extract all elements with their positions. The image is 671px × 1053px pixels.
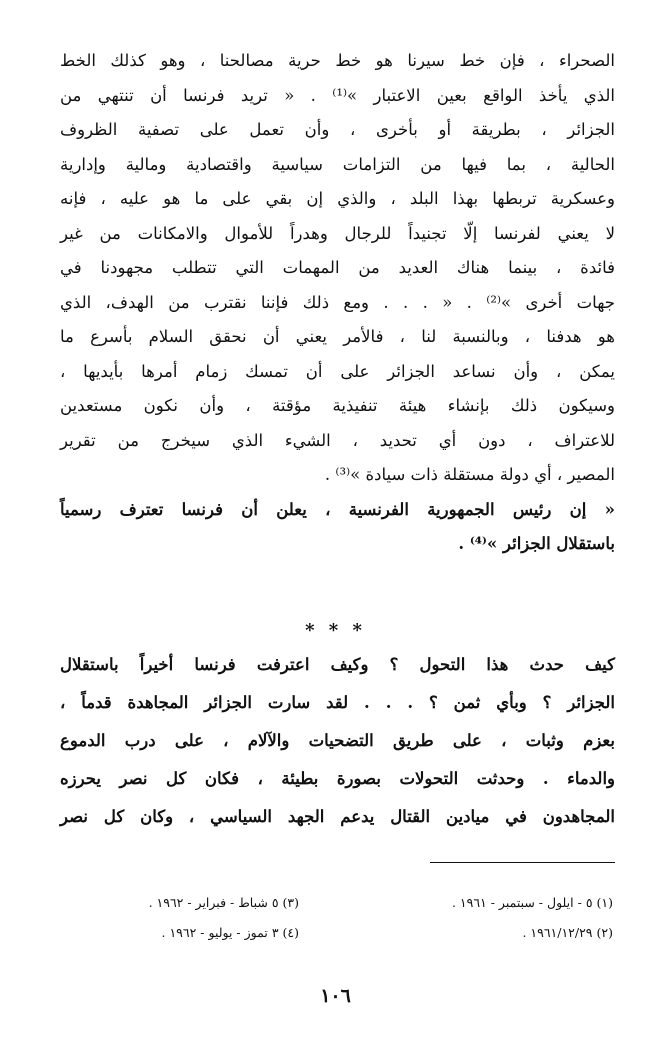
text-line: الجزائر ، بطريقة أو بأخرى ، وأن تعمل على تصفية الظروف [60,120,615,139]
text-line: يمكن ، وأن نساعد الجزائر على أن تمسك زمام أمرها بأيديها ، [60,361,615,381]
text-line: فائدة ، بينما هناك العديد من المهمات التي تتطلب مجهودنا في [60,258,615,277]
text-line: الصحراء ، فإن خط سيرنا هو خط حرية مصالحنا ، وهو كذلك الخط [60,51,615,70]
text-line: الذي يأخذ الواقع بعين الاعتبار »⁽¹⁾ . « تريد فرنسا أن تنتهي من [60,85,615,105]
section-separator: * * * [305,620,366,641]
text-line: وسيكون ذلك بإنشاء هيئة تنفيذية مؤقتة ، وأن نكون مستعدين [60,396,615,415]
footnote-1: (١) ٥ - ايلول - سبتمبر - ١٩٦١ . [451,895,613,910]
text-line: هو هدفنا ، وبالنسبة لنا ، فالأمر يعني أن نحقق السلام بأسرع ما [60,327,615,346]
footnote-3: (٣) ٥ شباط - فبراير - ١٩٦٢ . [148,895,299,910]
quote-line: « إن رئيس الجمهورية الفرنسية ، يعلن أن فرنسا تعترف رسمياً [60,499,615,519]
text-line: والدماء . وحدثت التحولات بصورة بطيئة ، فكان كل نصر يحرزه [60,769,615,788]
text-line: للاعتراف ، دون أي تحديد ، الشيء الذي سيخرج من تقرير [60,430,615,450]
text-line: المجاهدون في ميادين القتال يدعم الجهد السياسي ، وكان كل نصر [60,807,615,826]
footnote-4: (٤) ٣ تموز - يوليو - ١٩٦٢ . [161,925,299,940]
text-line: لا يعني لفرنسا إلّا تجنيداً للرجال وهدراً للأموال والامكانات من غير [60,223,615,243]
text-line: المصير ، أي دولة مستقلة ذات سيادة »⁽³⁾ . [324,465,615,484]
page-number: ١٠٦ [320,985,351,1007]
footnote-2: (٢) ١٩٦١/١٢/٢٩ . [522,925,613,940]
text-line: الحالية ، بما فيها من التزامات سياسية واقتصادية ومالية وإدارية [60,154,615,174]
footnote-divider [430,862,615,863]
text-line: وعسكرية تربطها بهذا البلد ، والذي إن بقي على ما هو عليه ، فإنه [60,189,615,208]
text-line: جهات أخرى »⁽²⁾ . « . . . ومع ذلك فإننا نقترب من الهدف، الذي [60,292,615,312]
text-line: كيف حدث هذا التحول ؟ وكيف اعترفت فرنسا أخيراً باستقلال [60,655,615,674]
paragraph-1 [60,44,615,562]
text-line: الجزائر ؟ وبأي ثمن ؟ . . . لقد سارت الجزائر المجاهدة قدماً ، [60,693,615,712]
paragraph-2 [60,646,615,836]
quote-line: باستقلال الجزائر »⁽⁴⁾ . [458,534,615,553]
text-line: بعزم وثبات ، على طريق التضحيات والآلام ، على درب الدموع [60,731,615,750]
